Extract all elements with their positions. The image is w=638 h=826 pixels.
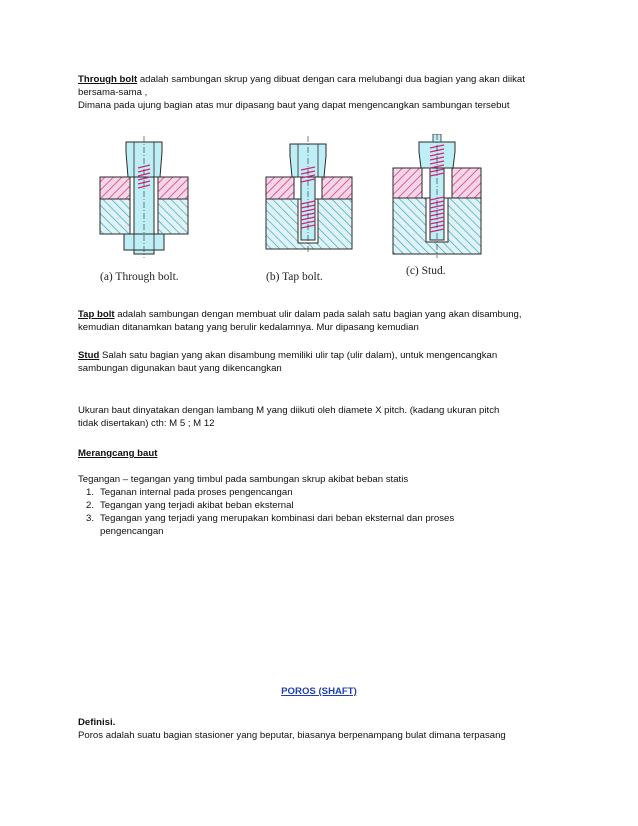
list-text: Teganan internal pada proses pengencangan (100, 487, 293, 498)
stud-term: Stud (78, 350, 100, 361)
design-intro: Tegangan – tegangan yang timbul pada sambungan skrup akibat beban statis (78, 474, 409, 485)
definition-heading: Definisi. (78, 717, 116, 728)
design-section (78, 473, 568, 538)
list-number: 3. (86, 513, 95, 524)
list-text: Tegangan yang terjadi akibat beban eksternal (100, 500, 294, 511)
bolt-types-figure (88, 134, 488, 284)
list-number: 1. (86, 487, 95, 498)
through-bolt-line3: Dimana pada ujung bagian atas mur dipasang baut yang dapat mengencangkan sambungan tersebut (78, 100, 510, 111)
through-bolt-paragraph (78, 73, 568, 112)
bolt-size-paragraph (78, 404, 568, 430)
shaft-definition (78, 716, 568, 742)
tap-bolt-line2: kemudian ditanamkan batang yang berulir kedalamnya. Mur dipasang kemudian (78, 322, 419, 333)
stud-diagram (393, 134, 481, 258)
tap-bolt-line1: adalah sambungan dengan membuat ulir dalam pada salah satu bagian yang akan disambung, (114, 309, 522, 320)
caption-through-bolt: (a) Through bolt. (100, 271, 179, 283)
list-number: 2. (86, 500, 95, 511)
through-bolt-line2: bersama-sama , (78, 87, 148, 98)
stress-list (78, 486, 568, 538)
tap-bolt-diagram (266, 136, 352, 252)
through-bolt-line1: adalah sambungan skrup yang dibuat dengan cara melubangi dua bagian yang akan diikat (137, 74, 525, 85)
stud-line1: Salah satu bagian yang akan disambung memiliki ulir tap (ulir dalam), untuk mengencangkan (99, 350, 498, 361)
tap-bolt-term: Tap bolt (78, 309, 115, 320)
shaft-title: POROS (SHAFT) (281, 686, 357, 697)
stud-paragraph (78, 349, 568, 375)
stud-line2: sambungan digunakan baut yang dikencangkan (78, 363, 282, 374)
tap-bolt-paragraph (78, 308, 568, 334)
through-bolt-diagram (100, 136, 188, 258)
caption-tap-bolt: (b) Tap bolt. (266, 271, 323, 283)
definition-line: Poros adalah suatu bagian stasioner yang beputar, biasanya berpenampang bulat dimana terpasang (78, 730, 506, 741)
list-text: Tegangan yang terjadi yang merupakan kombinasi dari beban eksternal dan proses (100, 513, 455, 524)
list-item (78, 512, 568, 538)
bolt-types-drawing (88, 134, 488, 284)
bolt-size-line1: Ukuran baut dinyatakan dengan lambang M yang diikuti oleh diamete X pitch. (kadang ukuran pitch (78, 405, 500, 416)
bolt-size-line2: tidak disertakan) cth: M 5 ; M 12 (78, 418, 215, 429)
list-text-cont: pengencangan (100, 526, 164, 537)
caption-stud: (c) Stud. (406, 265, 446, 277)
through-bolt-term: Through bolt (78, 74, 138, 85)
list-item (78, 486, 568, 499)
list-item (78, 499, 568, 512)
design-heading: Merangcang baut (78, 448, 158, 459)
